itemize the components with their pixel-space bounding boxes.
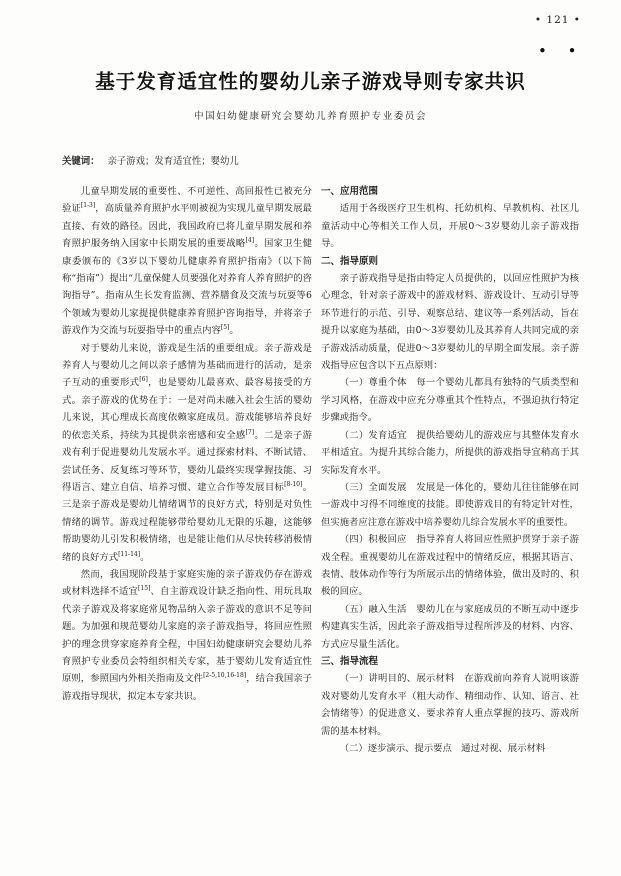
- article-title: 基于发育适宜性的婴幼儿亲子游戏导则专家共识: [95, 70, 526, 93]
- paragraph: （二）逐步演示、提示要点 通过对视、展示材料: [339, 743, 546, 754]
- paragraph: （五）融入生活 婴幼儿在与家庭成员的不断互动中逐步构建真实生活，因此亲子游戏指导过程所涉及的材料、内容、方式应尽量生活化。: [321, 603, 579, 650]
- section-heading: 三、指导流程: [321, 655, 379, 667]
- author-organization: 中国妇幼健康研究会婴幼儿养育照护专业委员会: [194, 111, 427, 122]
- paragraph: （四）积极回应 指导养育人将回应性照护贯穿于亲子游戏全程。重视婴幼儿在游戏过程中的情绪反应，根据其语言、表情、肢体动作等行为所展示出的情绪体验，做出及时的、积极的回应。: [321, 534, 579, 598]
- section-heading: 一、应用范围: [321, 186, 379, 197]
- citation: [6]: [139, 376, 148, 384]
- citation: [1-3]: [80, 202, 96, 210]
- citation: [8-10]: [284, 480, 303, 488]
- citation: [4]: [245, 237, 255, 245]
- citation: [15]: [138, 585, 151, 593]
- right-column: [321, 183, 579, 757]
- keywords-text: 亲子游戏；发育适宜性；婴幼儿: [107, 156, 239, 167]
- paragraph: （一）尊重个体 每一个婴幼儿都具有独特的气质类型和学习风格，在游戏中应充分尊重其个性特点，不强迫执行特定步骤或指令。: [321, 377, 579, 424]
- paragraph: （三）全面发展 发展是一体化的，婴幼儿往往能够在同一游戏中习得不同维度的技能。即使游戏目的有特定针对性，但实施者应注意在游戏中培养婴幼儿综合发展水平的重要性。: [321, 481, 579, 528]
- left-column: [62, 183, 312, 705]
- paragraph: 适用于各级医疗卫生机构、托幼机构、早教机构、社区儿童活动中心等相关工作人员，开展0～3岁婴幼儿亲子游戏指导。: [321, 203, 579, 250]
- paragraph: （一）讲明目的、展示材料 在游戏前向养育人说明该游戏对婴幼儿发育水平（粗大动作、精细动作、认知、语言、社会情绪等）的促进意义、要求养育人重点掌握的技巧、游戏所需的基本材料。: [321, 673, 579, 737]
- citation: [11-14]: [118, 550, 141, 558]
- page-number: • 121 •: [534, 14, 581, 26]
- paragraph: 亲子游戏指导是指由特定人员提供的，以回应性照护为核心理念，针对亲子游戏中的游戏材料、游戏设计、互动引导等环节进行的示范、引导、观察总结、建议等一系列活动，旨在提升以家庭为基础，由0～3岁婴幼儿及其养育人共同完成的亲子游戏活动质量，促进0～3岁婴幼儿的早期全面发展。亲子游戏指导应包含以下五点原则：: [321, 273, 579, 372]
- citation: [7]: [245, 428, 255, 436]
- paragraph: 儿童早期发展的重要性、不可逆性、高回报性已被充分验证[1-3]，高质量养育照护水平则被视为实现儿童早期发展最直接、有效的路径。因此，我国政府已将儿童早期发展和养育照护服务纳入国家中长期发展的重要战略[4]。国家卫生健康委颁布的《3岁以下婴幼儿健康养育照护指南》（以下简称“指南”）提出“儿童保健人员要强化对养育人养育照护的咨询指导”。指南从生长发育监测、营养膳食及交流与玩耍等6个领域为婴幼儿家提提供健康养育照护咨询指导，并将亲子游戏作为交流与玩耍指导中的重点内容[5]。: [62, 186, 312, 337]
- citation: [2-5,10,16-18]: [203, 672, 247, 680]
- paragraph: （二）发育适宜 提供给婴幼儿的游戏应与其整体发育水平相适宜。为提升其综合能力，所提供的游戏指导宜稍高于其实际发育水平。: [321, 429, 579, 476]
- keywords-label: 关键词：: [62, 156, 100, 167]
- paragraph: 对于婴幼儿来说，游戏是生活的重要组成。亲子游戏是养育人与婴幼儿之间以亲子感情为基础而进行的活动，是亲子互动的重要形式[6]，也是婴幼儿最喜欢、最容易接受的方式。亲子游戏的优势在于：一是对尚未融入社会生活的婴幼儿来说，其心理成长高度依赖家庭成员。游戏能够培养良好的依恋关系，持续为其提供亲密感和安全感[7]。二是亲子游戏有利于促进婴幼儿发展水平。通过探索材料、不断试错、尝试任务、反复练习等环节，婴幼儿最终实现掌握技能、习得语言、建立自信、培养习惯、建立合作等发展目标[8-10]。三是亲子游戏是婴幼儿情绪调节的良好方式，特别是对负性情绪的调节。游戏过程能够带给婴幼儿无限的乐趣，这能够帮助婴幼儿引发积极情绪，也是能让他们从尽快转移消极情绪的良好方式[11-14]。: [62, 342, 312, 563]
- paragraph: 然而，我国现阶段基于家庭实施的亲子游戏仍存在游戏或材料选择不适宜[15]、自主游戏设计缺乏指向性、用玩具取代亲子游戏及将家庭常见物品纳入亲子游戏的意识不足等问题。为加强和规范婴幼儿家庭的亲子游戏指导，将回应性照护的理念贯穿家庭养育全程，中国妇幼健康研究会婴幼儿养育照护专业委员会特组织相关专家，基于婴幼儿发育适宜性原则，参照国内外相关指南及文件[2-5,10,16-18]，结合我国亲子游戏指导现状，拟定本专家共识。: [62, 568, 312, 702]
- header-dots: • •: [538, 42, 585, 60]
- citation: [5]: [220, 324, 230, 332]
- section-heading: 二、指导原则: [321, 255, 379, 267]
- keywords: [62, 153, 239, 167]
